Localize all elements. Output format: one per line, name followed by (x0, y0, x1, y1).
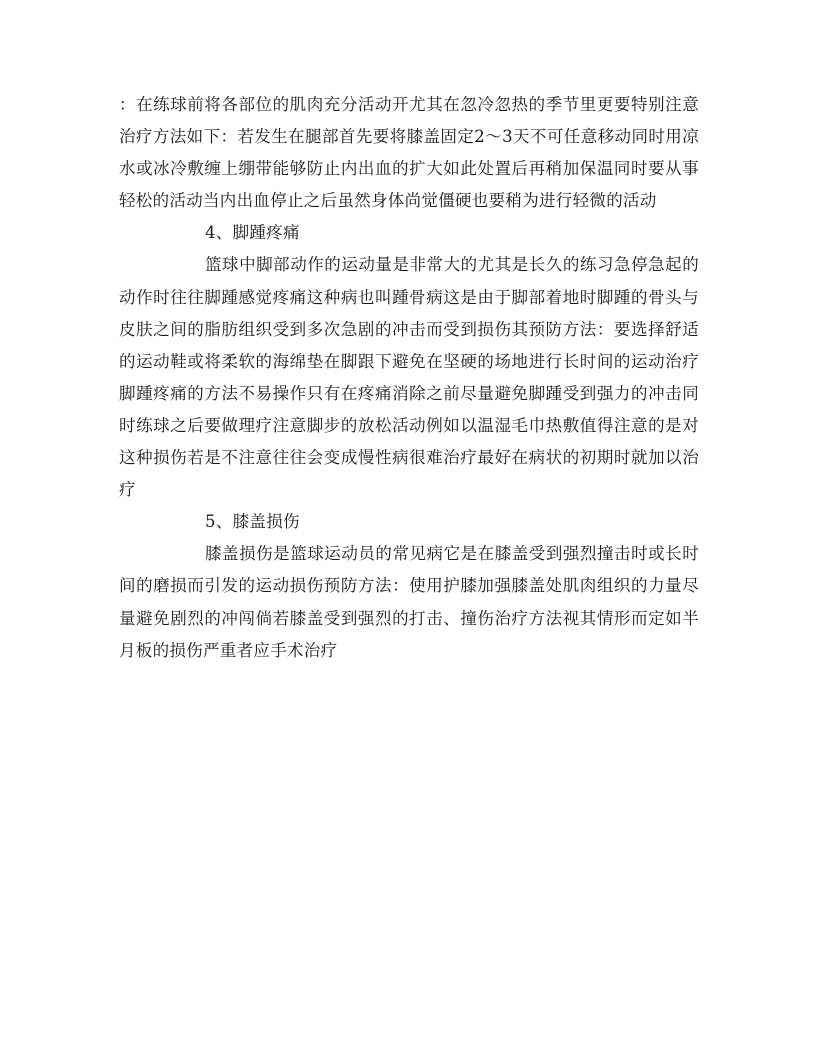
paragraph-heel-pain: 篮球中脚部动作的运动量是非常大的尤其是长久的练习急停急起的动作时往往脚踵感觉疼痛这种病也叫踵骨病这是由于脚部着地时脚踵的骨头与皮肤之间的脂肪组织受到多次急剧的冲击而受到损伤其预防方法：要选择舒适的运动鞋或将柔软的海绵垫在脚跟下避免在坚硬的场地进行长时间的运动治疗脚踵疼痛的方法不易操作只有在疼痛消除之前尽量避免脚踵受到强力的冲击同时练球之后要做理疗注意脚步的放松活动例如以温湿毛巾热敷值得注意的是对这种损伤若是不注意往往会变成慢性病很难治疗最好在病状的初期时就加以治疗 (119, 255, 699, 500)
document-body (119, 89, 699, 667)
section-heading-knee-injury: 5、膝盖损伤 (205, 512, 300, 532)
paragraph-intro-treatment: ：在练球前将各部位的肌肉充分活动开尤其在忽冷忽热的季节里更要特别注意治疗方法如下：若发生在腿部首先要将膝盖固定2～3天不可任意移动同时用凉水或冰冷敷缠上绷带能够防止内出血的扩大如此处置后再稍加保温同时要从事轻松的活动当内出血停止之后虽然身体尚觉僵硬也要稍为进行轻微的活动 (119, 95, 699, 211)
section-heading-heel-pain: 4、脚踵疼痛 (205, 223, 300, 243)
paragraph-knee-injury: 膝盖损伤是篮球运动员的常见病它是在膝盖受到强烈撞击时或长时间的磨损而引发的运动损伤预防方法：使用护膝加强膝盖处肌肉组织的力量尽量避免剧烈的冲闯倘若膝盖受到强烈的打击、撞伤治疗方法视其情形而定如半月板的损伤严重者应手术治疗 (119, 544, 699, 660)
